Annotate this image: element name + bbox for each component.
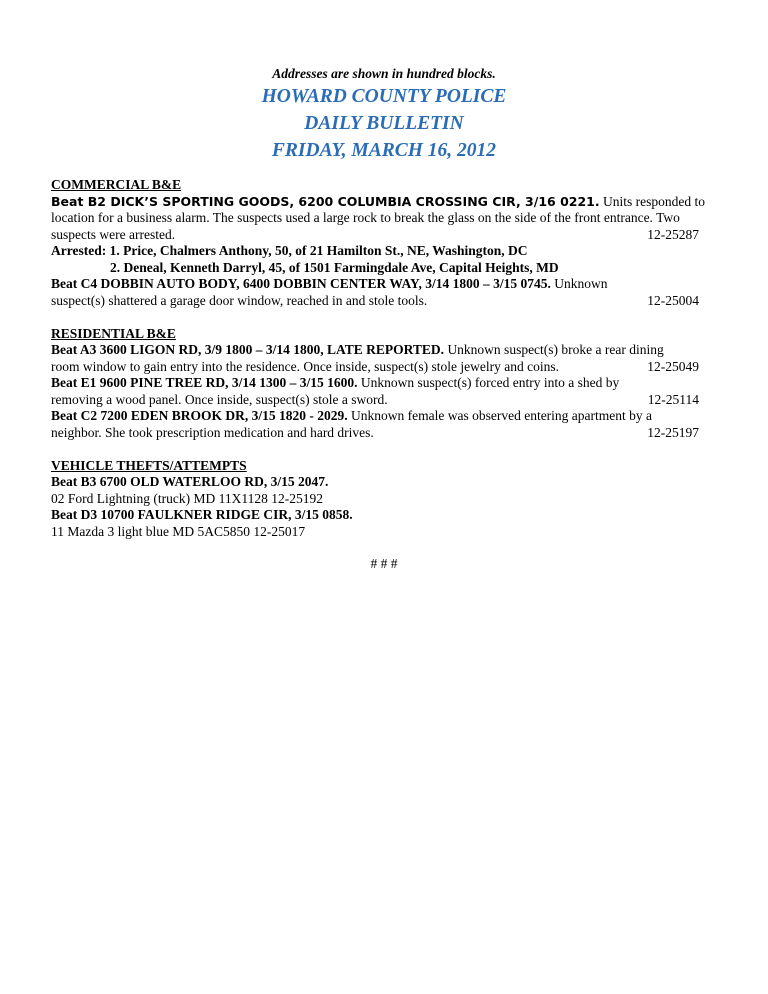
incident-text: suspects were arrested. [51, 226, 176, 242]
vehicle-detail: 11 Mazda 3 light blue MD 5AC5850 12-25017 [51, 523, 306, 539]
incident-lead: Beat A3 3600 LIGON RD, 3/9 1800 – 3/14 1800, LATE REPORTED. [51, 342, 445, 357]
incident-lead: Beat C2 7200 EDEN BROOK DR, 3/15 1820 - 2029. [51, 408, 348, 423]
incident-lead: Beat C4 DOBBIN AUTO BODY, 6400 DOBBIN CENTER WAY, 3/14 1800 – 3/15 0745. [51, 276, 551, 291]
incident-text: Unknown suspect(s) broke a rear dining [447, 342, 664, 357]
title-agency: HOWARD COUNTY POLICE [261, 86, 507, 107]
title-date: FRIDAY, MARCH 16, 2012 [271, 140, 497, 161]
incident-text: neighbor. She took prescription medication and hard drives. [51, 424, 374, 440]
incident-entry [51, 375, 699, 408]
incident-text: suspect(s) shattered a garage door window, reached in and stole tools. [51, 292, 428, 308]
section-heading-residential: RESIDENTIAL B&E [51, 325, 176, 341]
incident-text: removing a wood panel. Once inside, suspect(s) stole a sword. [51, 391, 388, 407]
incident-text: Units responded to [602, 193, 705, 209]
end-mark: # # # [370, 556, 398, 571]
incident-text: location for a business alarm. The suspects used a large rock to break the glass on the side of the front entrance. Two [51, 210, 680, 225]
address-note: Addresses are shown in hundred blocks. [272, 66, 496, 81]
case-number: 12-25197 [647, 424, 699, 440]
incident-text: Unknown [554, 276, 608, 291]
incident-entry [51, 507, 699, 540]
case-number: 12-25004 [647, 292, 699, 308]
arrest-line: 2. Deneal, Kenneth Darryl, 45, of 1501 Farmingdale Ave, Capital Heights, MD [110, 259, 559, 275]
section-heading-vehicle: VEHICLE THEFTS/ATTEMPTS [51, 457, 247, 473]
incident-entry [51, 193, 705, 277]
incident-text: Unknown female was observed entering apartment by a [351, 408, 653, 423]
incident-entry [51, 276, 699, 309]
incident-text: Unknown suspect(s) forced entry into a shed by [360, 375, 620, 390]
incident-lead: Beat B2 DICK’S SPORTING GOODS, 6200 COLUMBIA CROSSING CIR, 3/16 0221. [51, 193, 600, 209]
title-bulletin: DAILY BULLETIN [304, 113, 464, 134]
case-number: 12-25287 [647, 226, 699, 242]
incident-lead: Beat E1 9600 PINE TREE RD, 3/14 1300 – 3/15 1600. [51, 375, 358, 390]
incident-entry [51, 342, 699, 375]
case-number: 12-25114 [647, 391, 699, 407]
vehicle-detail: 02 Ford Lightning (truck) MD 11X1128 12-25192 [51, 490, 323, 506]
incident-entry [51, 408, 699, 441]
incident-entry [51, 474, 699, 507]
arrest-line: Arrested: 1. Price, Chalmers Anthony, 50, of 21 Hamilton St., NE, Washington, DC [51, 243, 528, 258]
incident-text: room window to gain entry into the residence. Once inside, suspect(s) stole jewelry and coins. [51, 358, 559, 374]
case-number: 12-25049 [647, 358, 699, 374]
bulletin-body [51, 177, 705, 540]
section-heading-commercial: COMMERCIAL B&E [51, 177, 182, 192]
incident-lead: Beat B3 6700 OLD WATERLOO RD, 3/15 2047. [51, 474, 329, 489]
incident-lead: Beat D3 10700 FAULKNER RIDGE CIR, 3/15 0858. [51, 507, 353, 522]
